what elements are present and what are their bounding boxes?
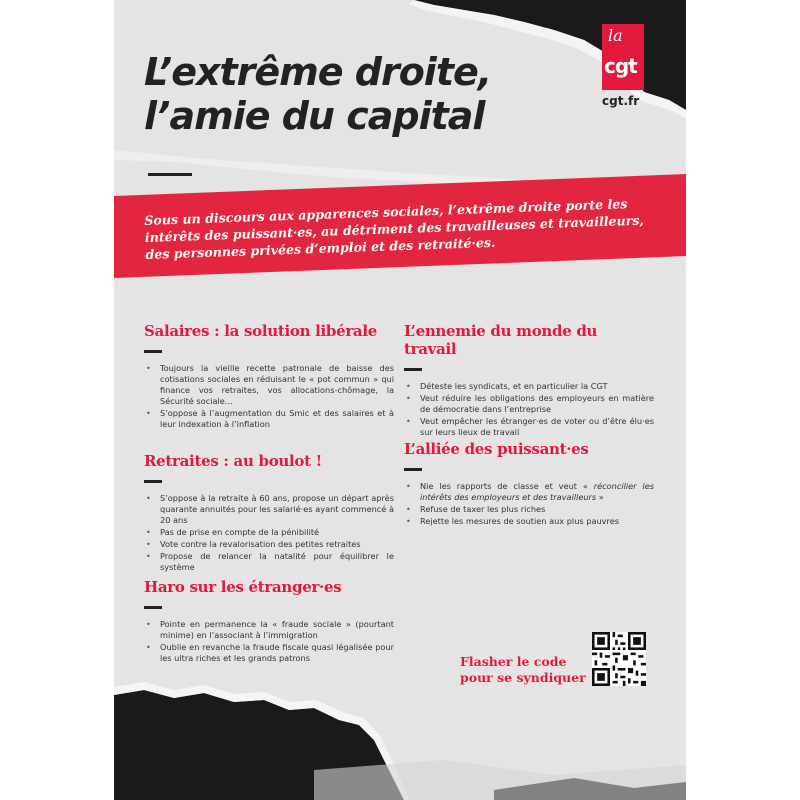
- list-item: • Toujours la vieille recette patronale de baisse des cotisations sociales en réduisant le « pot commun » qui finance vos retraites, vos allocations-chômage, la Sécurité sociale…: [144, 363, 394, 407]
- bullet-list: [404, 481, 654, 527]
- section-heading: L’alliée des puissant·es: [404, 440, 589, 458]
- list-item: • Pas de prise en compte de la pénibilité: [144, 527, 394, 538]
- section-rule: [144, 606, 162, 609]
- list-item: • Vote contre la revalorisation des petites retraites: [144, 539, 394, 550]
- bullet-list: [404, 381, 654, 438]
- list-item: • Pointe en permanence la « fraude sociale » (pourtant minime) en l’associant à l’immigration: [144, 619, 394, 641]
- section-salaires: [144, 322, 394, 431]
- section-rule: [404, 468, 422, 471]
- list-item: • S’oppose à la retraite à 60 ans, propose un départ après quarante annuités pour les salarié·es ayant commencé à 20 ans: [144, 493, 394, 526]
- title-line-2: l’amie du capital: [144, 94, 485, 138]
- cgt-logo: [602, 24, 644, 90]
- section-heading: Salaires : la solution libérale: [144, 322, 377, 340]
- section-etrangers: [144, 578, 394, 665]
- qr-code-icon[interactable]: [592, 632, 646, 686]
- list-item: • Rejette les mesures de soutien aux plus pauvres: [404, 516, 654, 527]
- list-item: • Refuse de taxer les plus riches: [404, 504, 654, 515]
- flash-line-2: pour se syndiquer: [460, 670, 586, 685]
- page-title: [144, 50, 584, 138]
- bullet-list: [144, 363, 394, 430]
- item-quote: réconcilier les intérêts des employeurs et des travailleurs: [420, 481, 654, 502]
- section-rule: [144, 480, 162, 483]
- logo-small-text: la: [608, 26, 623, 45]
- bullet-list: [144, 493, 394, 573]
- intro-banner-text: Sous un discours aux apparences sociales, l’extrême droite porte les intérêts des puissant·es, au détriment des travailleuses et travailleurs, des personnes privées d’emploi et des retraité·es.: [144, 196, 645, 262]
- section-rule: [144, 350, 162, 353]
- list-item: • Veut réduire les obligations des employeurs en matière de démocratie dans l’entreprise: [404, 393, 654, 415]
- section-alliee: [404, 440, 654, 528]
- section-rule: [404, 368, 422, 371]
- list-item: • Propose de relancer la natalité pour équilibrer le système: [144, 551, 394, 573]
- list-item: [404, 481, 654, 503]
- section-ennemie: [404, 322, 654, 439]
- list-item: • S’oppose à l’augmentation du Smic et des salaires et à leur indexation à l’inflation: [144, 408, 394, 430]
- item-text: Nie les rapports de classe et veut «: [420, 481, 594, 491]
- section-retraites: [144, 452, 394, 574]
- section-heading: Haro sur les étranger·es: [144, 578, 342, 596]
- list-item: • Déteste les syndicats, et en particulier la CGT: [404, 381, 654, 392]
- flash-line-1: Flasher le code: [460, 654, 567, 669]
- logo-url: cgt.fr: [602, 94, 640, 108]
- list-item: • Oublie en revanche la fraude fiscale quasi légalisée pour les ultra riches et les grands patrons: [144, 642, 394, 664]
- item-text: »: [596, 492, 604, 502]
- title-underline: [148, 173, 192, 176]
- logo-brand: cgt: [604, 54, 637, 78]
- list-item: • Veut empêcher les étranger·es de voter ou d’être élu·es sur leurs lieux de travail: [404, 416, 654, 438]
- poster: [114, 0, 686, 800]
- flash-call-to-action: [460, 654, 590, 686]
- bullet-list: [144, 619, 394, 664]
- title-line-1: L’extrême droite,: [144, 50, 492, 94]
- section-heading: Retraites : au boulot !: [144, 452, 322, 470]
- section-heading: L’ennemie du monde du travail: [404, 322, 598, 358]
